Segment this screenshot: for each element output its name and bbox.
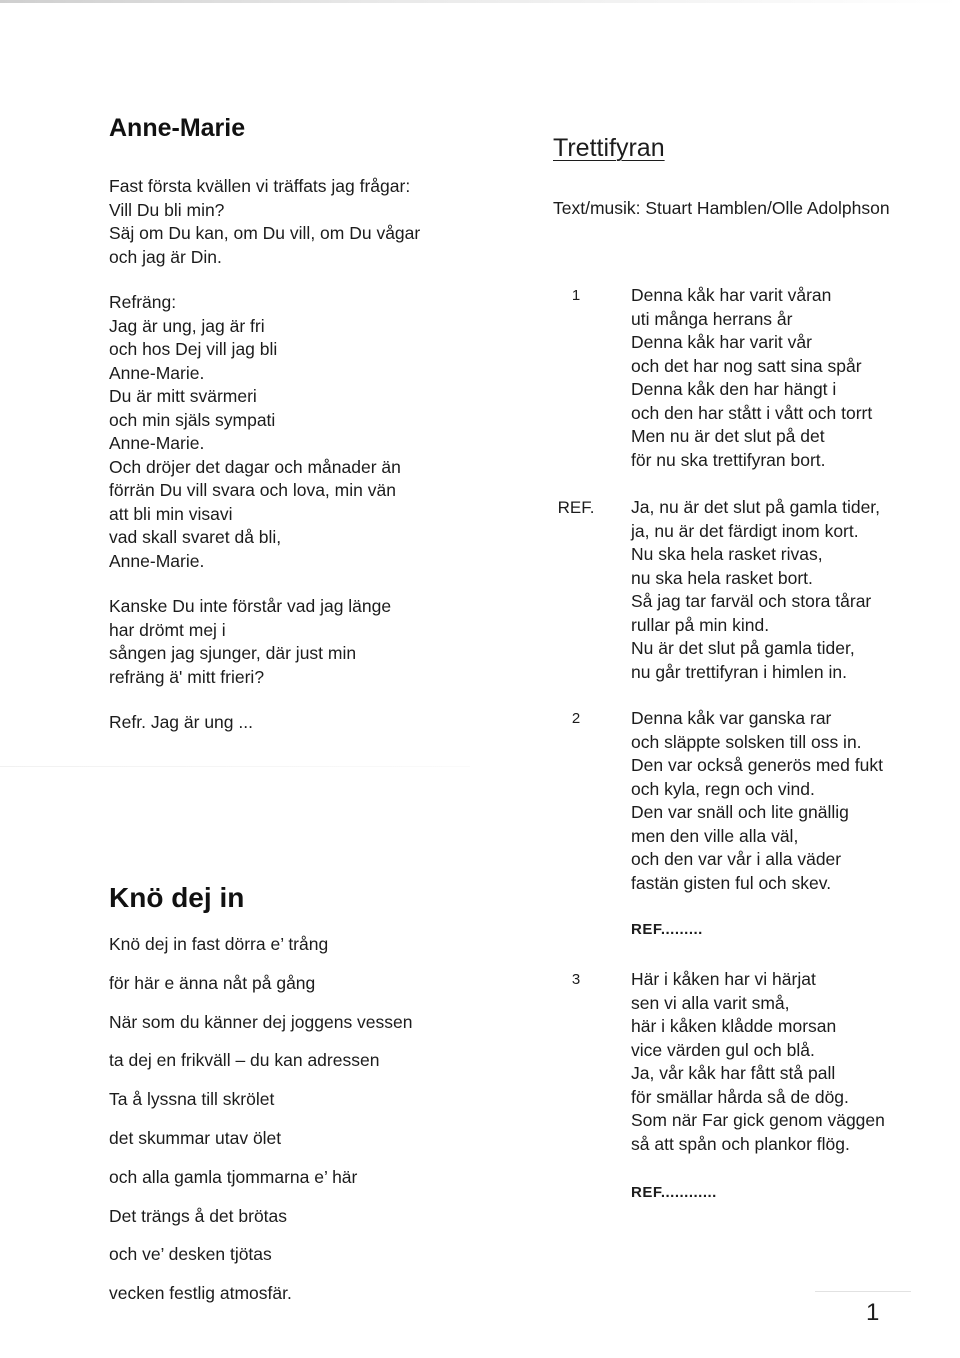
verse-text [631,496,880,684]
lyric-line: Jag är ung, jag är fri [109,315,265,336]
lyric-line: rullar på min kind. [631,614,770,635]
lyric-line: refräng ä' mitt frieri? [109,666,265,687]
lyric-line: för här e änna nåt på gång [109,972,316,993]
lyric-line: och ve’ desken tjötas [109,1244,272,1265]
verse-number: 1 [571,287,581,304]
lyric-line: Säj om Du kan, om Du vill, om Du vågar [109,223,421,243]
lyric-line: Nu är det slut på gamla tider, [631,638,855,658]
lyric-line: och den har stått i vått och torrt [631,402,873,423]
lyric-line: Ta å lyssna till skrölet [109,1089,275,1110]
stanza [109,595,469,689]
refrain-cue: REF......... [631,921,703,938]
stanza-refrain-cue [109,711,469,735]
song-credit: Text/musik: Stuart Hamblen/Olle Adolphson [553,198,890,218]
lyric-line: Denna kåk har varit vår [631,332,812,352]
lyric-line: nu ska hela rasket bort. [631,567,813,588]
song-kno-dej-in [109,880,469,1321]
lyric-line: förrän Du vill svara och lova, min vän [109,480,396,500]
page-rule [815,1291,911,1292]
lyric-line: och det har nog satt sina spår [631,355,862,376]
verse-text [631,968,885,1156]
lyric-line: här i kåken klådde morsan [631,1016,837,1036]
lyric-line: Kanske Du inte förstår vad jag länge [109,596,392,616]
lyric-line: vad skall svaret då bli, [109,527,282,547]
lyric-line: och alla gamla tjommarna e’ här [109,1166,358,1187]
refrain-cue: REF............ [631,1184,717,1201]
verse-number: 2 [571,710,581,727]
lyric-line: och min själs sympati [109,409,276,430]
lyric-line: Nu ska hela rasket rivas, [631,544,823,564]
lyric-line: Den var också generös med fukt [631,755,883,775]
lyric-line: Anne-Marie. [109,550,205,571]
refrain-cue: Refr. Jag är ung ... [109,712,253,732]
lyric-line: men den ville alla väl, [631,825,799,846]
lyric-line: nu går trettifyran i himlen in. [631,661,847,682]
lyric-line: Anne-Marie. [109,433,205,453]
song-title: Knö dej in [109,882,245,913]
page-number: 1 [866,1299,880,1326]
lyric-line: Och dröjer det dagar och månader än [109,456,401,477]
lyric-line: för nu ska trettifyran bort. [631,449,826,470]
lyric-line: Men nu är det slut på det [631,426,825,446]
lyric-line: Här i kåken har vi härjat [631,969,816,989]
lyric-line: och jag är Din. [109,246,222,267]
lyric-line: för smällar hårda så de dög. [631,1086,849,1107]
lyric-line: har drömt mej i [109,619,226,640]
lyric-line: Så jag tar farväl och stora tårar [631,591,872,611]
lyric-line: att bli min visavi [109,503,233,524]
song-anne-marie [109,113,469,735]
lyric-line: Denna kåk var ganska rar [631,708,832,728]
lyric-line: det skummar utav ölet [109,1127,282,1148]
lyric-line: När som du känner dej joggens vessen [109,1011,413,1032]
scan-artifact [0,766,470,767]
lyric-line: vecken festlig atmosfär. [109,1283,292,1304]
stanza-refrain [109,291,469,573]
lyric-line: Denna kåk den har hängt i [631,379,837,399]
lyric-line: och hos Dej vill jag bli [109,339,278,359]
lyric-line: Som när Far gick genom väggen [631,1110,885,1130]
lyric-line: Knö dej in fast dörra e’ trång [109,934,329,954]
lyric-line: uti många herrans år [631,308,793,329]
song-title: Anne-Marie [109,114,246,142]
lyric-line: sen vi alla varit små, [631,992,790,1013]
lyric-line: Denna kåk har varit våran [631,285,832,305]
lyric-line: Anne-Marie. [109,362,205,383]
lyric-line: och kyla, regn och vind. [631,778,815,799]
lyric-line: Ja, vår kåk har fått stå pall [631,1063,836,1083]
lyric-line: och den var vår i alla väder [631,849,842,869]
lyric-line: fastän gisten ful och skev. [631,872,832,893]
lyric-line: Ja, nu är det slut på gamla tider, [631,497,881,517]
stanza [109,175,469,269]
verse-text [631,707,883,895]
song-title-trettifyran: Trettifyran [553,134,665,162]
lyric-line: Det trängs å det brötas [109,1205,288,1226]
lyric-line: Fast första kvällen vi träffats jag frågar: [109,176,411,196]
lyric-line: vice värden gul och blå. [631,1039,815,1060]
refrain-label: Refräng: [109,292,177,312]
lyric-line: ja, nu är det färdigt inom kort. [631,520,859,541]
lyric-line: så att spån och plankor flög. [631,1133,850,1154]
lyric-line: och släppte solsken till oss in. [631,731,862,752]
verse-number: 3 [571,971,581,988]
verse-text [631,284,872,472]
lyric-line: Vill Du bli min? [109,199,225,220]
scan-edge [0,0,960,3]
lyric-line: ta dej en frikväll – du kan adressen [109,1050,380,1071]
refrain-label: REF. [557,498,595,517]
lyric-line: sången jag sjunger, där just min [109,643,357,663]
lyric-line: Den var snäll och lite gnällig [631,802,849,822]
lyric-line: Du är mitt svärmeri [109,386,257,406]
